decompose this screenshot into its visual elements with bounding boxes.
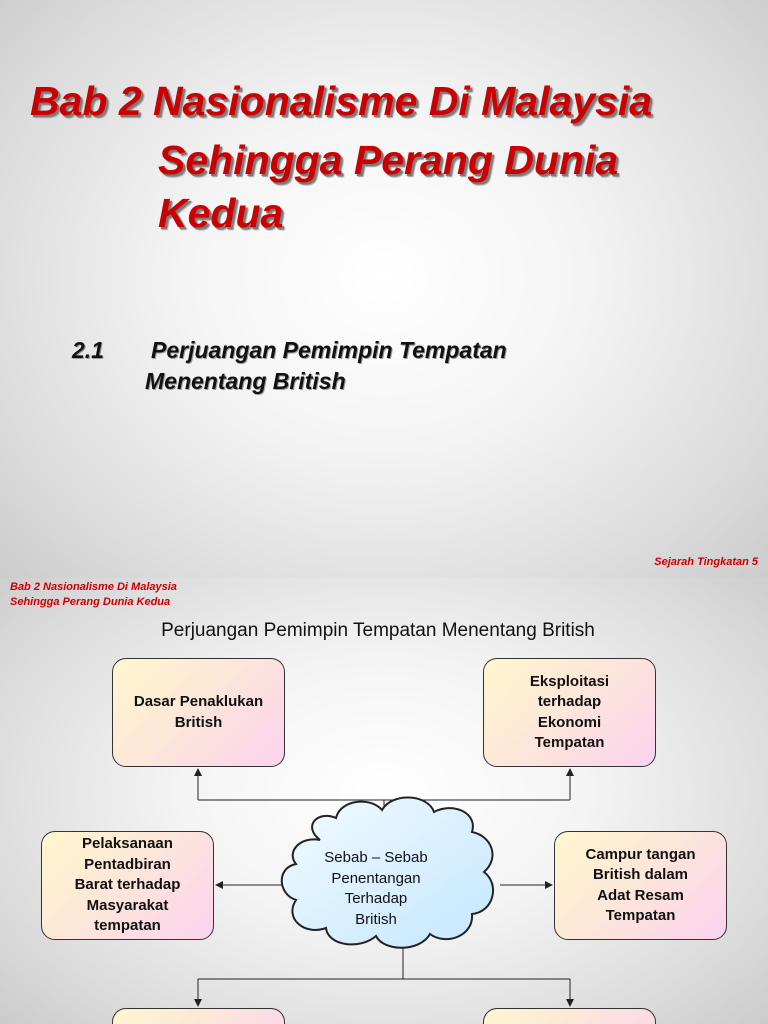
node-bottom-left <box>112 1008 285 1024</box>
diagram-title: Perjuangan Pemimpin Tempatan Menentang British <box>161 620 595 641</box>
diagram-connectors <box>0 578 768 1024</box>
chapter-header-line-1: Bab 2 Nasionalisme Di Malaysia <box>10 581 177 593</box>
slide-title-line-3: Kedua <box>158 190 284 236</box>
node-bottom-right <box>483 1008 656 1024</box>
node-dasar-penaklukan <box>112 658 285 767</box>
chapter-header-line-2: Sehingga Perang Dunia Kedua <box>10 596 171 608</box>
node-pelaksanaan-pentadbiran <box>41 831 214 940</box>
node-pelaksanaan-label: Pelaksanaan Pentadbiran Barat terhadap Masyarakat tempatan <box>74 835 181 935</box>
subsection-title-line-2: Menentang British <box>145 368 346 394</box>
node-eksploitasi-ekonomi <box>483 658 656 767</box>
slide-title-line-1: Bab 2 Nasionalisme Di Malaysia <box>30 78 653 124</box>
node-eksploitasi-label: Eksploitasi terhadap Ekonomi Tempatan <box>529 672 610 751</box>
course-label: Sejarah Tingkatan 5 <box>654 556 758 568</box>
slide-title-line-2: Sehingga Perang Dunia <box>158 137 619 183</box>
node-dasar-label: Dasar Penaklukan British <box>133 693 264 731</box>
subsection-number: 2.1 <box>72 337 104 363</box>
node-campur-label: Campur tangan British dalam Adat Resam Tempatan <box>585 845 696 924</box>
diagram-slide <box>0 578 768 1024</box>
center-node-causes: Sebab – Sebab Penentangan Terhadap British <box>324 849 428 928</box>
subsection-title-line-1: Perjuangan Pemimpin Tempatan <box>151 337 507 363</box>
node-campur-tangan <box>554 831 727 940</box>
